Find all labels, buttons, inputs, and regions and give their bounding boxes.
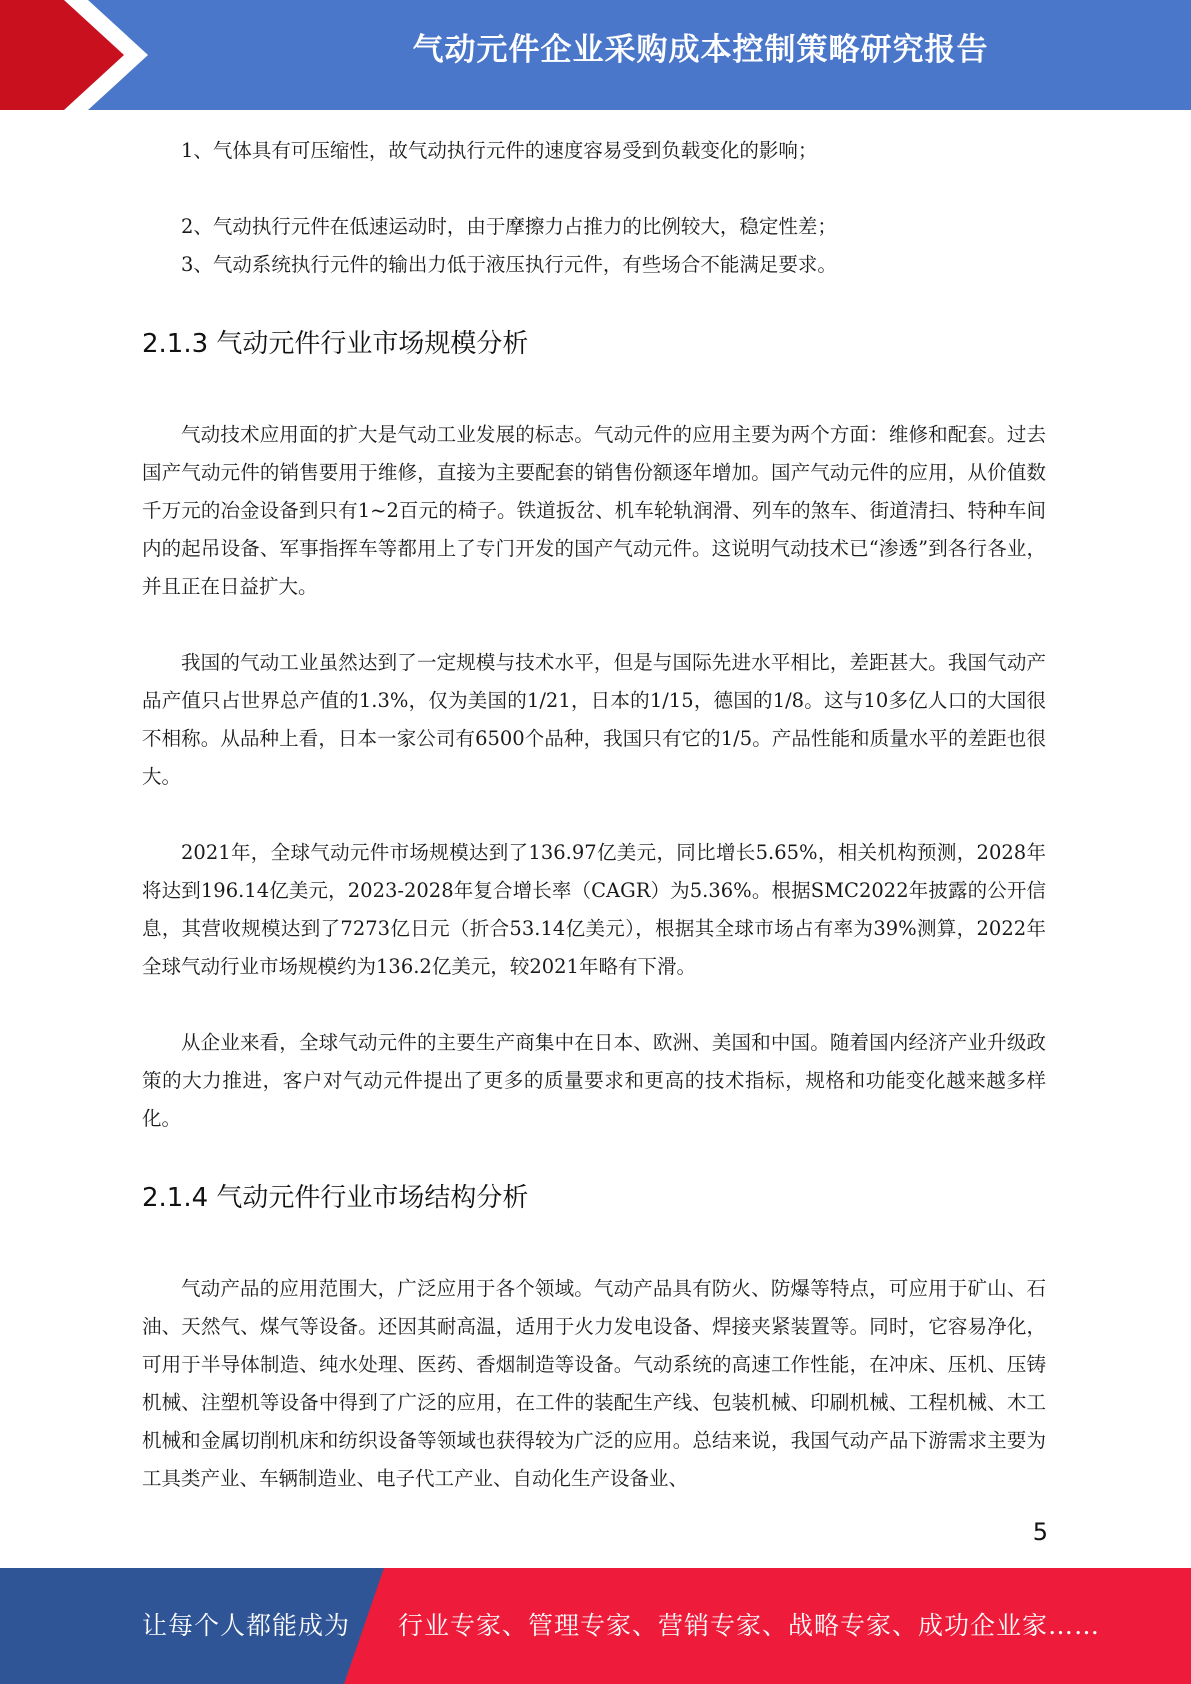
list-item: 2、气动执行元件在低速运动时，由于摩擦力占推力的比例较大，稳定性差； [181, 215, 837, 238]
list-item: 3、气动系统执行元件的输出力低于液压执行元件，有些场合不能满足要求。 [181, 253, 837, 276]
footer-slogan-right: 行业专家、管理专家、营销专家、战略专家、成功企业家…… [398, 1611, 1101, 1640]
paragraph: 我国的气动工业虽然达到了一定规模与技术水平，但是与国际先进水平相比，差距甚大。我国气动产品产值只占世界总产值的1.3%，仅为美国的1/21，日本的1/15，德国的1/8。这与10多亿人口的大国很不相称。从品种上看，日本一家公司有6500个品种，我国只有它的1/5。产品性能和质量水平的差距也很大。 [142, 651, 1046, 788]
paragraph: 2021年，全球气动元件市场规模达到了136.97亿美元，同比增长5.65%，相关机构预测，2028年将达到196.14亿美元，2023-2028年复合增长率（CAGR）为5.36%。根据SMC2022年披露的公开信息，其营收规模达到了7273亿日元（折合53.14亿美元），根据其全球市场占有率为39%测算，2022年全球气动行业市场规模约为136.2亿美元，较2021年略有下滑。 [142, 841, 1046, 978]
footer-slogan-left: 让每个人都能成为 [142, 1611, 351, 1640]
section-heading-2-1-3: 2.1.3 气动元件行业市场规模分析 [142, 329, 529, 359]
document-body [142, 132, 1046, 1498]
section-heading-2-1-4: 2.1.4 气动元件行业市场结构分析 [142, 1183, 529, 1213]
report-title: 气动元件企业采购成本控制策略研究报告 [412, 32, 989, 68]
page-header [0, 0, 1191, 110]
paragraph: 气动技术应用面的扩大是气动工业发展的标志。气动元件的应用主要为两个方面：维修和配套。过去国产气动元件的销售要用于维修，直接为主要配套的销售份额逐年增加。国产气动元件的应用，从价值数千万元的冶金设备到只有1~2百元的椅子。铁道扳岔、机车轮轨润滑、列车的煞车、街道清扫、特种车间内的起吊设备、军事指挥车等都用上了专门开发的国产气动元件。这说明气动技术已“渗透”到各行各业，并且正在日益扩大。 [142, 423, 1046, 598]
paragraph: 气动产品的应用范围大，广泛应用于各个领域。气动产品具有防火、防爆等特点，可应用于矿山、石油、天然气、煤气等设备。还因其耐高温，适用于火力发电设备、焊接夹紧装置等。同时，它容易净化，可用于半导体制造、纯水处理、医药、香烟制造等设备。气动系统的高速工作性能，在冲床、压机、压铸机械、注塑机等设备中得到了广泛的应用，在工件的装配生产线、包装机械、印刷机械、工程机械、木工机械和金属切削机床和纺织设备等领域也获得较为广泛的应用。总结来说，我国气动产品下游需求主要为工具类产业、车辆制造业、电子代工产业、自动化生产设备业、 [142, 1277, 1046, 1490]
paragraph: 从企业来看，全球气动元件的主要生产商集中在日本、欧洲、美国和中国。随着国内经济产业升级政策的大力推进，客户对气动元件提出了更多的质量要求和更高的技术指标，规格和功能变化越来越多样化。 [142, 1031, 1046, 1130]
page-footer [0, 1568, 1191, 1684]
page-number: 5 [1032, 1518, 1048, 1546]
list-item: 1、气体具有可压缩性，故气动执行元件的速度容易受到负载变化的影响； [181, 139, 818, 162]
